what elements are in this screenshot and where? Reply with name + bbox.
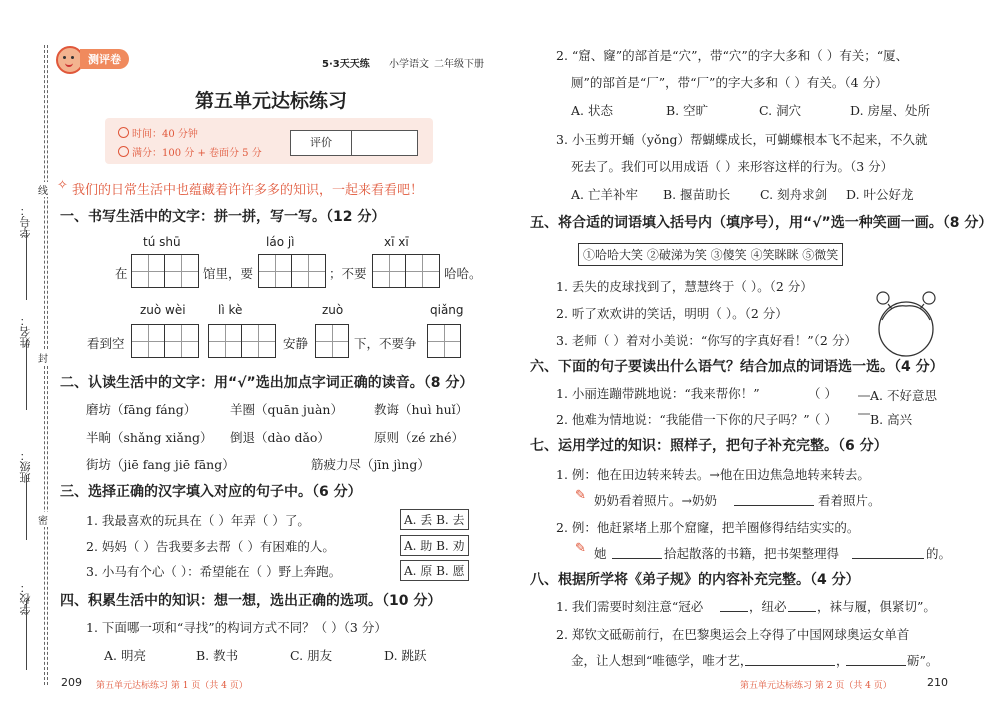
section-1-title: 一、书写生活中的文字：拼一拼，写一写。（12 分）	[60, 209, 386, 225]
name-label: 姓名：	[19, 315, 32, 348]
s7-fill-1-prefix: 奶奶看着照片。→奶奶	[594, 493, 717, 508]
writing-grid-like[interactable]	[208, 324, 276, 358]
clock-icon	[118, 127, 129, 138]
s4-question-3-line2[interactable]: 死去了。我们可以用成语（ ）来形容这样的行为。（3 分）	[571, 159, 894, 174]
writing-grid-zuo[interactable]	[315, 324, 349, 358]
s1-text-haha: 哈哈。	[444, 266, 482, 281]
reading-item-1[interactable]: 磨坊（fāng fáng）	[86, 402, 197, 417]
section-4-title: 四、积累生活中的知识：想一想，选出正确的选项。（10 分）	[60, 593, 442, 609]
char-fill-2[interactable]: 2. 妈妈（ ）告我要多去帮（ ）有困难的人。	[86, 539, 335, 554]
binding-line	[44, 45, 45, 685]
s8-q1-part2: ，纽必	[749, 599, 787, 614]
s1-text-buyao: ；不要	[329, 266, 367, 281]
intro-text: 我们的日常生活中也蕴藏着许许多多的知识，一起来看看吧！	[72, 183, 424, 198]
s1-text-kongkan: 看到空	[87, 336, 125, 351]
pinyin-zuowei: zuò wèi	[140, 303, 186, 317]
s4-question-2-line1[interactable]: 2. “窟、窿”的部首是“穴”，带“穴”的字大多和（ ）有关；“厦、	[556, 48, 909, 63]
s4-q3-option-a[interactable]: A. 亡羊补牢	[571, 187, 638, 202]
face-drawing-icon[interactable]	[870, 284, 942, 360]
reading-item-3[interactable]: 教诲（huì huǐ）	[374, 402, 469, 417]
s5-item-1[interactable]: 1. 丢失的皮球找到了，慧慧终于（ ）。（2 分）	[556, 279, 813, 294]
writing-grid-xixi[interactable]	[372, 254, 440, 288]
s1-text-buyaozheng: 下，不要争	[354, 336, 417, 351]
s5-item-3[interactable]: 3. 老师（ ）着对小美说：“你写的字真好看！”（2 分）	[556, 333, 857, 348]
class-line[interactable]	[26, 475, 27, 540]
s7-example-2: 2. 例：他赶紧堵上那个窟窿，把羊圈修得结结实实的。	[556, 520, 860, 535]
s8-q2-line2-part3: 砺”。	[907, 653, 939, 668]
reading-item-2[interactable]: 羊圈（quān juàn）	[230, 402, 343, 417]
writing-grid-tushu[interactable]	[131, 254, 199, 288]
s8-q2-blank-1[interactable]	[745, 651, 835, 666]
s5-item-2[interactable]: 2. 听了欢欢讲的笑话，明明（ ）。（2 分）	[556, 306, 788, 321]
writing-grid-qiang[interactable]	[427, 324, 461, 358]
writing-grid-laoji[interactable]	[258, 254, 326, 288]
tone-option-b[interactable]: B. 高兴	[870, 412, 913, 427]
tone-answer-1[interactable]: （ ）	[808, 386, 837, 401]
s4-q3-option-b[interactable]: B. 揠苗助长	[663, 187, 731, 202]
evaluation-label: 评价	[291, 131, 352, 155]
section-6-title: 六、下面的句子要读出什么语气？结合加点的词语选一选。（4 分）	[530, 359, 944, 375]
s1-text-zai: 在	[115, 266, 128, 281]
s1-text-anjing: 安静	[283, 336, 309, 351]
s8-q2-line2-part1: 金，让人想到“唯德学，唯才艺，	[571, 653, 753, 668]
matching-lines	[858, 392, 872, 418]
char-fill-1[interactable]: 1. 我最喜欢的玩具在（ ）年弄（ ）了。	[86, 513, 310, 528]
s4-q1-option-c[interactable]: C. 朋友	[290, 648, 333, 663]
section-7-title: 七、运用学过的知识：照样子，把句子补充完整。（6 分）	[530, 438, 888, 454]
writing-grid-zuowei[interactable]	[131, 324, 199, 358]
student-number-label: 学号：	[19, 205, 32, 238]
pinyin-tushu: tú shū	[143, 235, 181, 249]
s7-fill-2-middle: 拾起散落的书籍，把书架整理得	[664, 546, 840, 561]
s4-q1-option-d[interactable]: D. 跳跃	[384, 648, 427, 663]
s4-q1-option-a[interactable]: A. 明亮	[104, 648, 146, 663]
s4-q2-option-b[interactable]: B. 空旷	[666, 103, 709, 118]
reading-item-5[interactable]: 倒退（dào dǎo）	[230, 430, 330, 445]
reading-item-7[interactable]: 街坊（jiē fang jiē fāng）	[86, 457, 235, 472]
s4-question-3-line1[interactable]: 3. 小玉剪开蛹（yǒng）帮蝴蝶成长，可蝴蝶根本飞不起来，不久就	[556, 132, 928, 147]
s7-fill-2-blank-b[interactable]	[852, 544, 924, 559]
smile-word-bank: ①哈哈大笑 ②破涕为笑 ③傻笑 ④笑眯眯 ⑤微笑	[578, 243, 843, 266]
s8-q2-line1: 2. 郑钦文砥砺前行，在巴黎奥运会上夺得了中国网球奥运女单首	[556, 627, 910, 642]
s4-q1-option-b[interactable]: B. 教书	[196, 648, 239, 663]
check-icon	[118, 146, 129, 157]
binding-line-2	[47, 45, 48, 685]
page-number-right: 210	[927, 676, 948, 689]
time-limit: 时间：40 分钟	[132, 129, 198, 140]
s8-q1-part1: 1. 我们需要时刻注意“冠必	[556, 599, 704, 614]
s8-q2-line2-part2: ，	[836, 653, 849, 668]
reading-item-8[interactable]: 筋疲力尽（jīn jìng）	[311, 457, 430, 472]
full-score: 满分：100 分 + 卷面分 5 分	[132, 148, 262, 159]
student-number-line[interactable]	[26, 230, 27, 300]
tone-sentence-2: 2. 他难为情地说：“我能借一下你的尺子吗？”	[556, 412, 810, 427]
pinyin-qiang: qiǎng	[430, 303, 464, 317]
subject-name: 小学语文	[389, 59, 429, 70]
s7-example-1: 1. 例：他在田边转来转去。→他在田边焦急地转来转去。	[556, 467, 870, 482]
s8-q1-blank-2[interactable]	[788, 597, 816, 612]
section-8-title: 八、根据所学将《弟子规》的内容补充完整。（4 分）	[530, 572, 860, 588]
pinyin-xixi: xī xī	[384, 235, 409, 249]
footer-right-text: 第五单元达标练习 第 2 页（共 4 页）	[740, 681, 892, 691]
class-label: 班级：	[19, 450, 32, 483]
s7-fill-2-blank-a[interactable]	[612, 544, 662, 559]
pinyin-laoji: láo jì	[266, 235, 295, 249]
page-title: 第五单元达标练习	[195, 90, 348, 112]
s7-fill-2-prefix: 她	[594, 546, 607, 561]
tone-option-a[interactable]: A. 不好意思	[870, 388, 937, 403]
evaluation-box[interactable]	[290, 130, 418, 156]
s4-question-2-line2[interactable]: 厕”的部首是“厂”，带“厂”的字大多和（ ）有关。（4 分）	[571, 75, 888, 90]
pinyin-zuo: zuò	[322, 303, 344, 317]
school-label: 学校：	[19, 582, 32, 615]
series-name: 5·3天天练	[322, 59, 370, 70]
section-2-title: 二、认读生活中的文字：用“√”选出加点字词正确的读音。（8 分）	[60, 375, 474, 391]
name-line[interactable]	[26, 340, 27, 410]
tone-answer-2[interactable]: （ ）	[808, 412, 837, 427]
s4-q2-option-a[interactable]: A. 状态	[571, 103, 613, 118]
s4-q3-option-c[interactable]: C. 刻舟求剑	[760, 187, 828, 202]
s1-text-guanli: 馆里，要	[203, 266, 254, 281]
grade-name: 二年级下册	[434, 59, 484, 70]
section-3-title: 三、选择正确的汉字填入对应的句子中。（6 分）	[60, 484, 362, 500]
pencil-icon-2: ✎	[575, 541, 586, 556]
s8-q1-blank-1[interactable]	[720, 597, 748, 612]
s4-question-1[interactable]: 1. 下面哪一项和“寻找”的构词方式不同？（ ）（3 分）	[86, 620, 387, 635]
school-line[interactable]	[26, 600, 27, 670]
tone-sentence-1: 1. 小丽连蹦带跳地说：“我来帮你！”	[556, 386, 760, 401]
pencil-icon-1: ✎	[575, 488, 586, 503]
reading-item-6[interactable]: 原则（zé zhé）	[374, 430, 464, 445]
margin-mi: 密	[38, 512, 48, 527]
s4-q2-option-d[interactable]: D. 房屋、处所	[850, 103, 931, 118]
section-5-title: 五、将合适的词语填入括号内（填序号），用“√”选一种笑画一画。（8 分）	[530, 215, 993, 231]
s7-fill-2-suffix: 的。	[926, 546, 952, 561]
margin-xian: 线	[38, 182, 48, 197]
s8-q2-blank-2[interactable]	[846, 651, 906, 666]
char-options-2: A. 助 B. 劝	[400, 535, 469, 556]
sparkle-icon: ✧	[57, 178, 68, 193]
reading-item-4[interactable]: 半晌（shǎng xiǎng）	[86, 430, 213, 445]
s8-q1-part3: ，袜与履，俱紧切”。	[817, 599, 936, 614]
char-options-1: A. 丢 B. 去	[400, 509, 469, 530]
test-badge: 测评卷	[80, 49, 129, 69]
s4-q3-option-d[interactable]: D. 叶公好龙	[846, 187, 914, 202]
page-number-left: 209	[61, 676, 82, 689]
s4-q2-option-c[interactable]: C. 洞穴	[759, 103, 802, 118]
footer-left-text: 第五单元达标练习 第 1 页（共 4 页）	[96, 681, 248, 691]
margin-feng: 封	[38, 350, 48, 365]
s7-fill-1-suffix: 看着照片。	[818, 493, 881, 508]
char-fill-3[interactable]: 3. 小马有个心（ ）：希望能在（ ）野上奔跑。	[86, 564, 342, 579]
pinyin-like: lì kè	[218, 303, 243, 317]
char-options-3: A. 原 B. 愿	[400, 560, 469, 581]
s7-fill-1-blank[interactable]	[734, 491, 814, 506]
